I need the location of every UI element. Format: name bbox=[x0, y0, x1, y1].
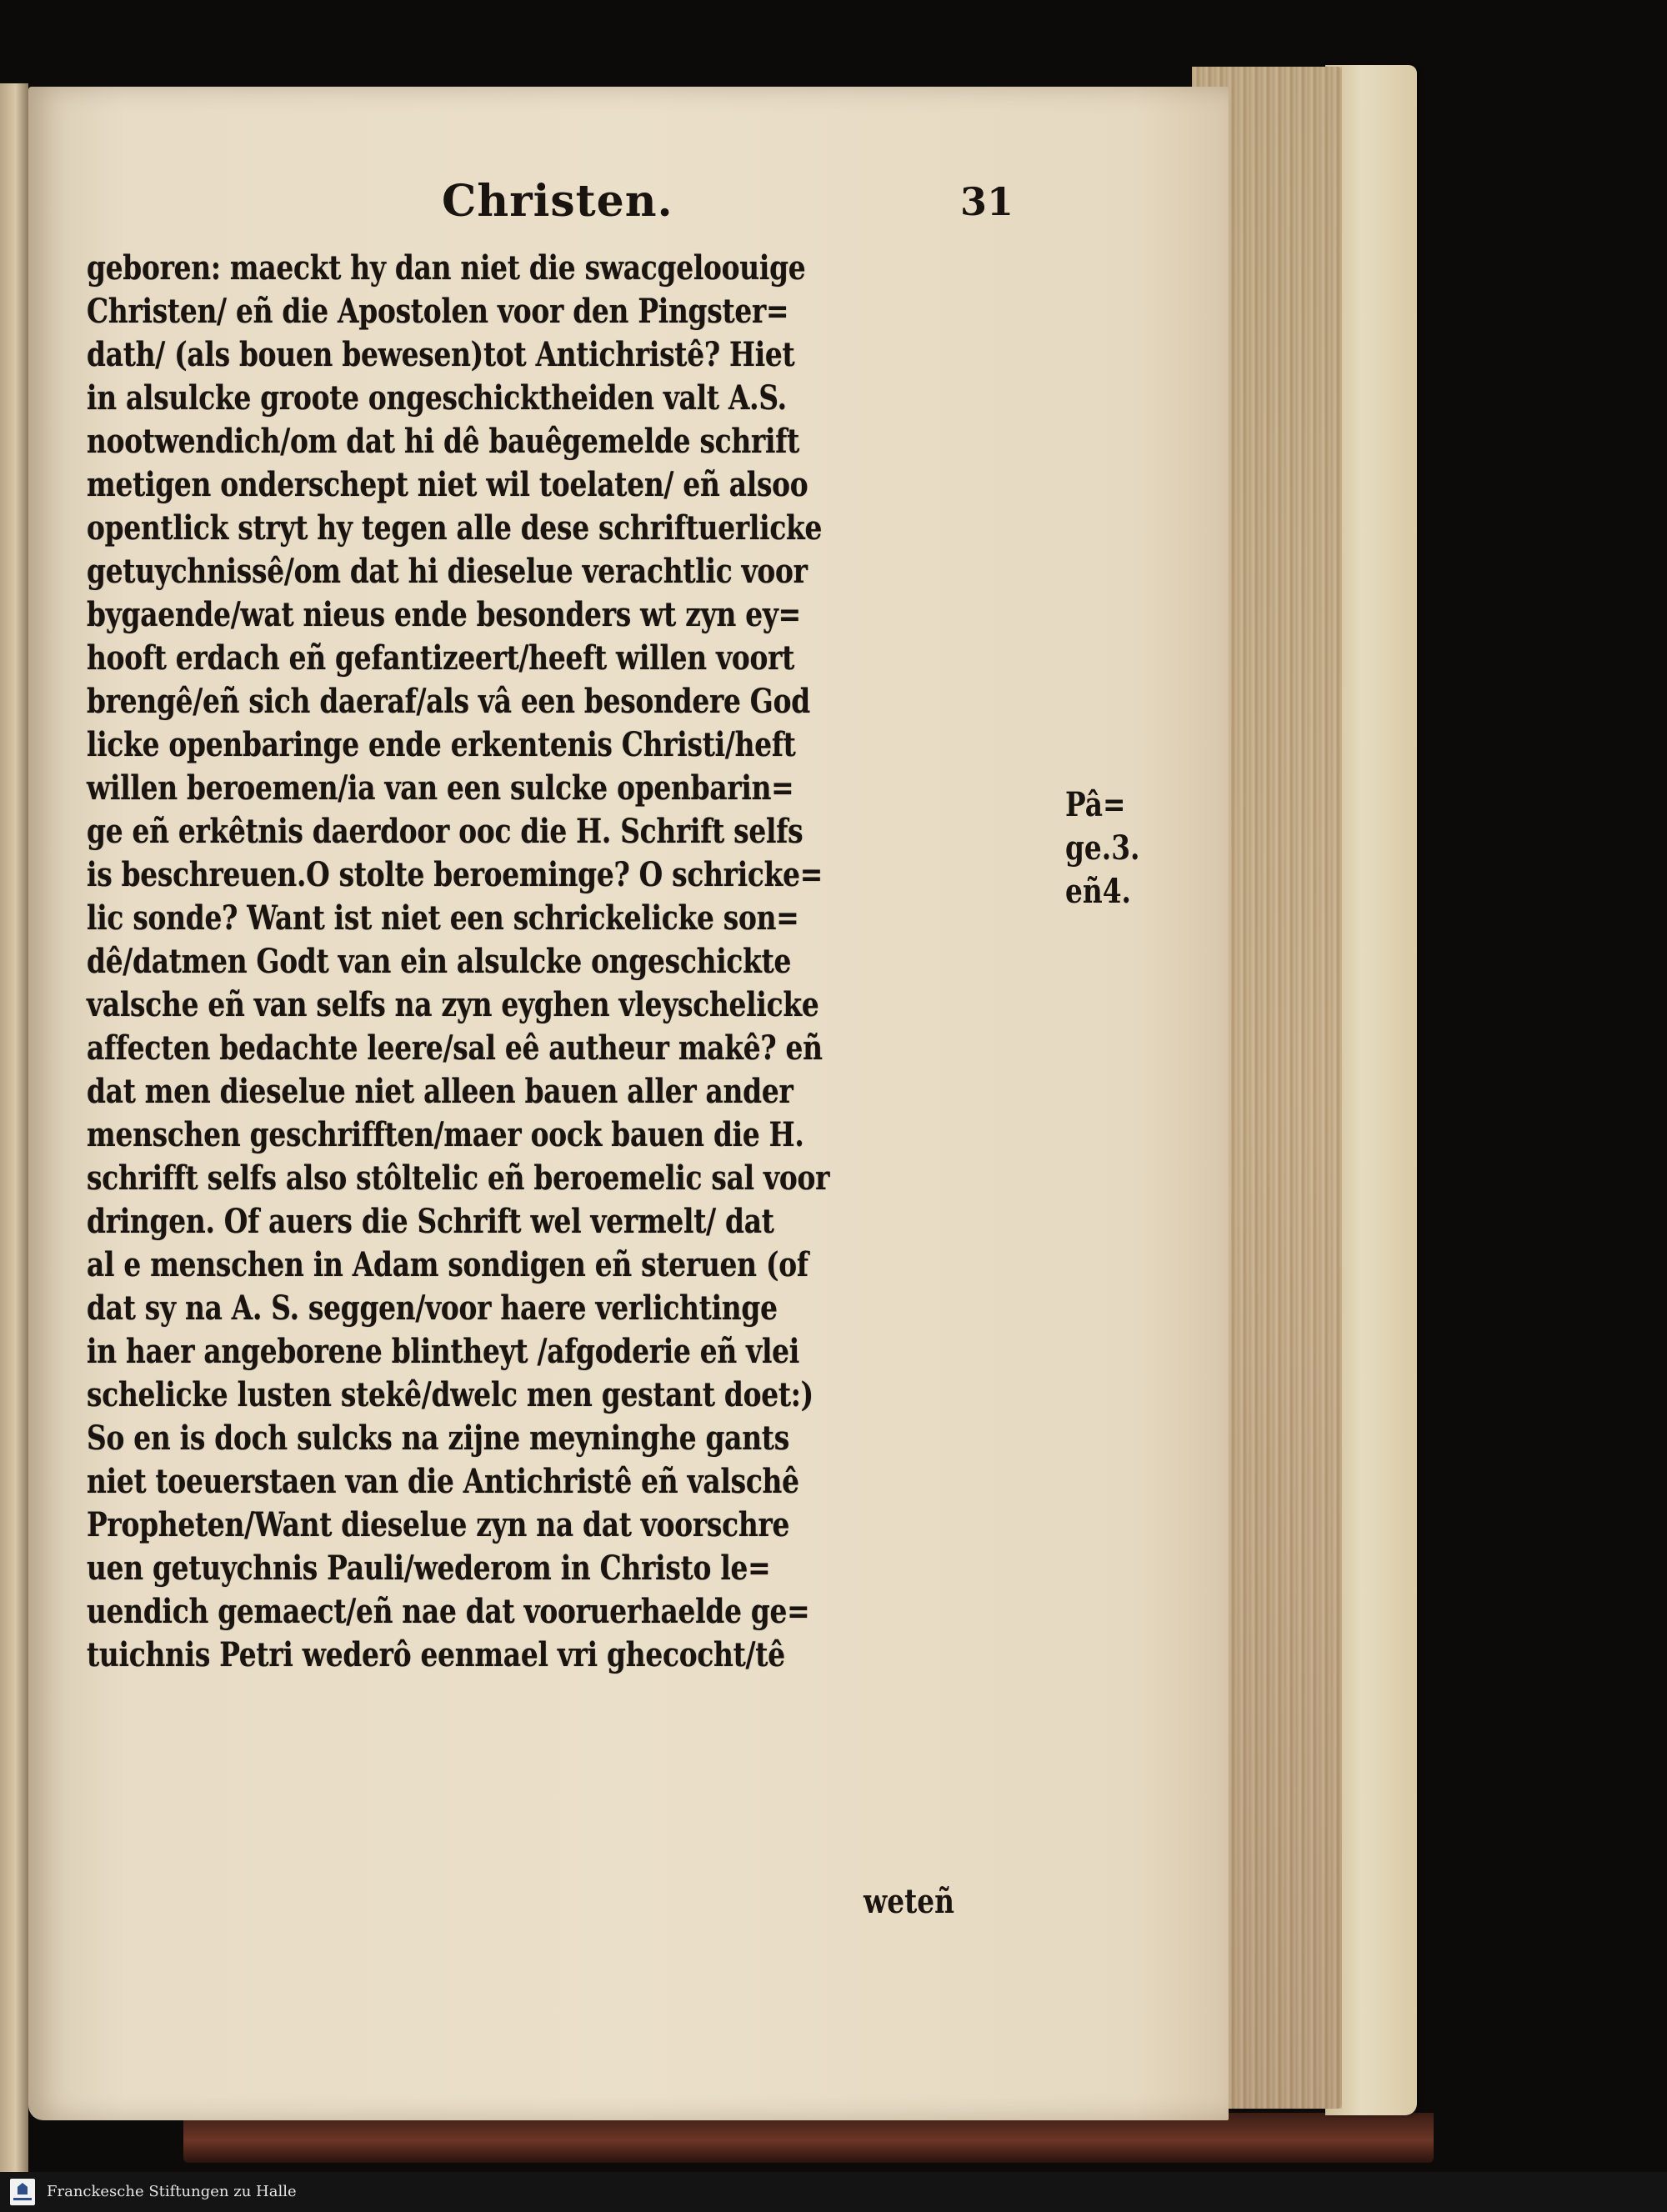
text-line: in haer angeborene blintheyt /afgoderie eñ vlei bbox=[87, 1332, 800, 1371]
text-line: geboren: maeckt hy dan niet die swacgeloouige bbox=[87, 248, 806, 288]
text-line: getuychnissê/om dat hi dieselue verachtlic voor bbox=[87, 552, 808, 591]
institution-logo-icon bbox=[10, 2179, 35, 2205]
text-line: in alsulcke groote ongeschicktheiden valt A.S. bbox=[87, 378, 787, 418]
text-line: dath/ (als bouen bewesen)tot Antichristê? Hiet bbox=[87, 335, 795, 374]
text-line: lic sonde? Want ist niet een schrickelicke son= bbox=[87, 898, 799, 938]
marginal-note-line: ge.3. bbox=[1065, 828, 1140, 868]
catchword: weteñ bbox=[864, 1882, 954, 1921]
text-line: Propheten/Want dieselue zyn na dat voorschre bbox=[87, 1505, 790, 1544]
text-line: willen beroemen/ia van een sulcke openbarin= bbox=[87, 768, 794, 808]
text-line: is beschreuen.O stolte beroeminge? O schricke= bbox=[87, 855, 823, 894]
footer-bar bbox=[0, 2172, 1667, 2212]
text-line: hooft erdach eñ gefantizeert/heeft willen voort bbox=[87, 638, 795, 678]
marginal-note-line: Pâ= bbox=[1065, 785, 1126, 824]
text-line: valsche eñ van selfs na zyn eyghen vleyschelicke bbox=[87, 985, 819, 1024]
text-line: nootwendich/om dat hi dê bauêgemelde schrift bbox=[87, 422, 800, 461]
marginal-note-line: eñ4. bbox=[1065, 872, 1131, 911]
text-line: metigen onderschept niet wil toelaten/ eñ alsoo bbox=[87, 465, 808, 504]
text-line: schrifft selfs also stôltelic eñ beroemelic sal voor bbox=[87, 1159, 830, 1198]
text-line: ge eñ erkêtnis daerdoor ooc die H. Schrift selfs bbox=[87, 812, 803, 851]
marginal-note bbox=[1065, 783, 1165, 913]
text-line: bygaende/wat nieus ende besonders wt zyn ey= bbox=[87, 595, 801, 634]
text-line: opentlick stryt hy tegen alle dese schriftuerlicke bbox=[87, 508, 823, 548]
text-line: dringen. Of auers die Schrift wel vermelt/ dat bbox=[87, 1202, 774, 1241]
text-line: So en is doch sulcks na zijne meyninghe gants bbox=[87, 1419, 789, 1458]
text-line: uen getuychnis Pauli/wederom in Christo le= bbox=[87, 1549, 771, 1588]
adjacent-page-edge bbox=[0, 83, 28, 2175]
body-text bbox=[87, 247, 1120, 1677]
text-line: dat sy na A. S. seggen/voor haere verlichtinge bbox=[87, 1289, 778, 1328]
book-binding-bottom bbox=[183, 2113, 1434, 2163]
page-header bbox=[87, 175, 1120, 247]
text-line: schelicke lusten stekê/dwelc men gestant doet:) bbox=[87, 1375, 813, 1414]
text-line: dê/datmen Godt van ein alsulcke ongeschickte bbox=[87, 942, 792, 981]
text-line: tuichnis Petri wederô eenmael vri ghecocht/tê bbox=[87, 1635, 785, 1674]
page-number: 31 bbox=[960, 179, 1014, 224]
text-line: menschen geschrifften/maer oock bauen die H. bbox=[87, 1115, 804, 1154]
running-title: Christen. bbox=[442, 176, 673, 227]
text-line: uendich gemaect/eñ nae dat vooruerhaelde ge= bbox=[87, 1592, 810, 1631]
text-line: niet toeuerstaen van die Antichristê eñ valschê bbox=[87, 1462, 799, 1501]
text-line: Christen/ eñ die Apostolen voor den Pingster= bbox=[87, 292, 789, 331]
footer-institution-name: Franckesche Stiftungen zu Halle bbox=[47, 2183, 297, 2200]
text-line: brengê/eñ sich daeraf/als vâ een besondere God bbox=[87, 682, 810, 721]
text-block bbox=[87, 175, 1120, 1677]
text-line: al e menschen in Adam sondigen eñ steruen (of bbox=[87, 1245, 808, 1284]
text-line: licke openbaringe ende erkentenis Christi/heft bbox=[87, 725, 796, 764]
text-line: affecten bedachte leere/sal eê autheur makê? eñ bbox=[87, 1028, 823, 1068]
text-line: dat men dieselue niet alleen bauen aller ander bbox=[87, 1072, 793, 1111]
